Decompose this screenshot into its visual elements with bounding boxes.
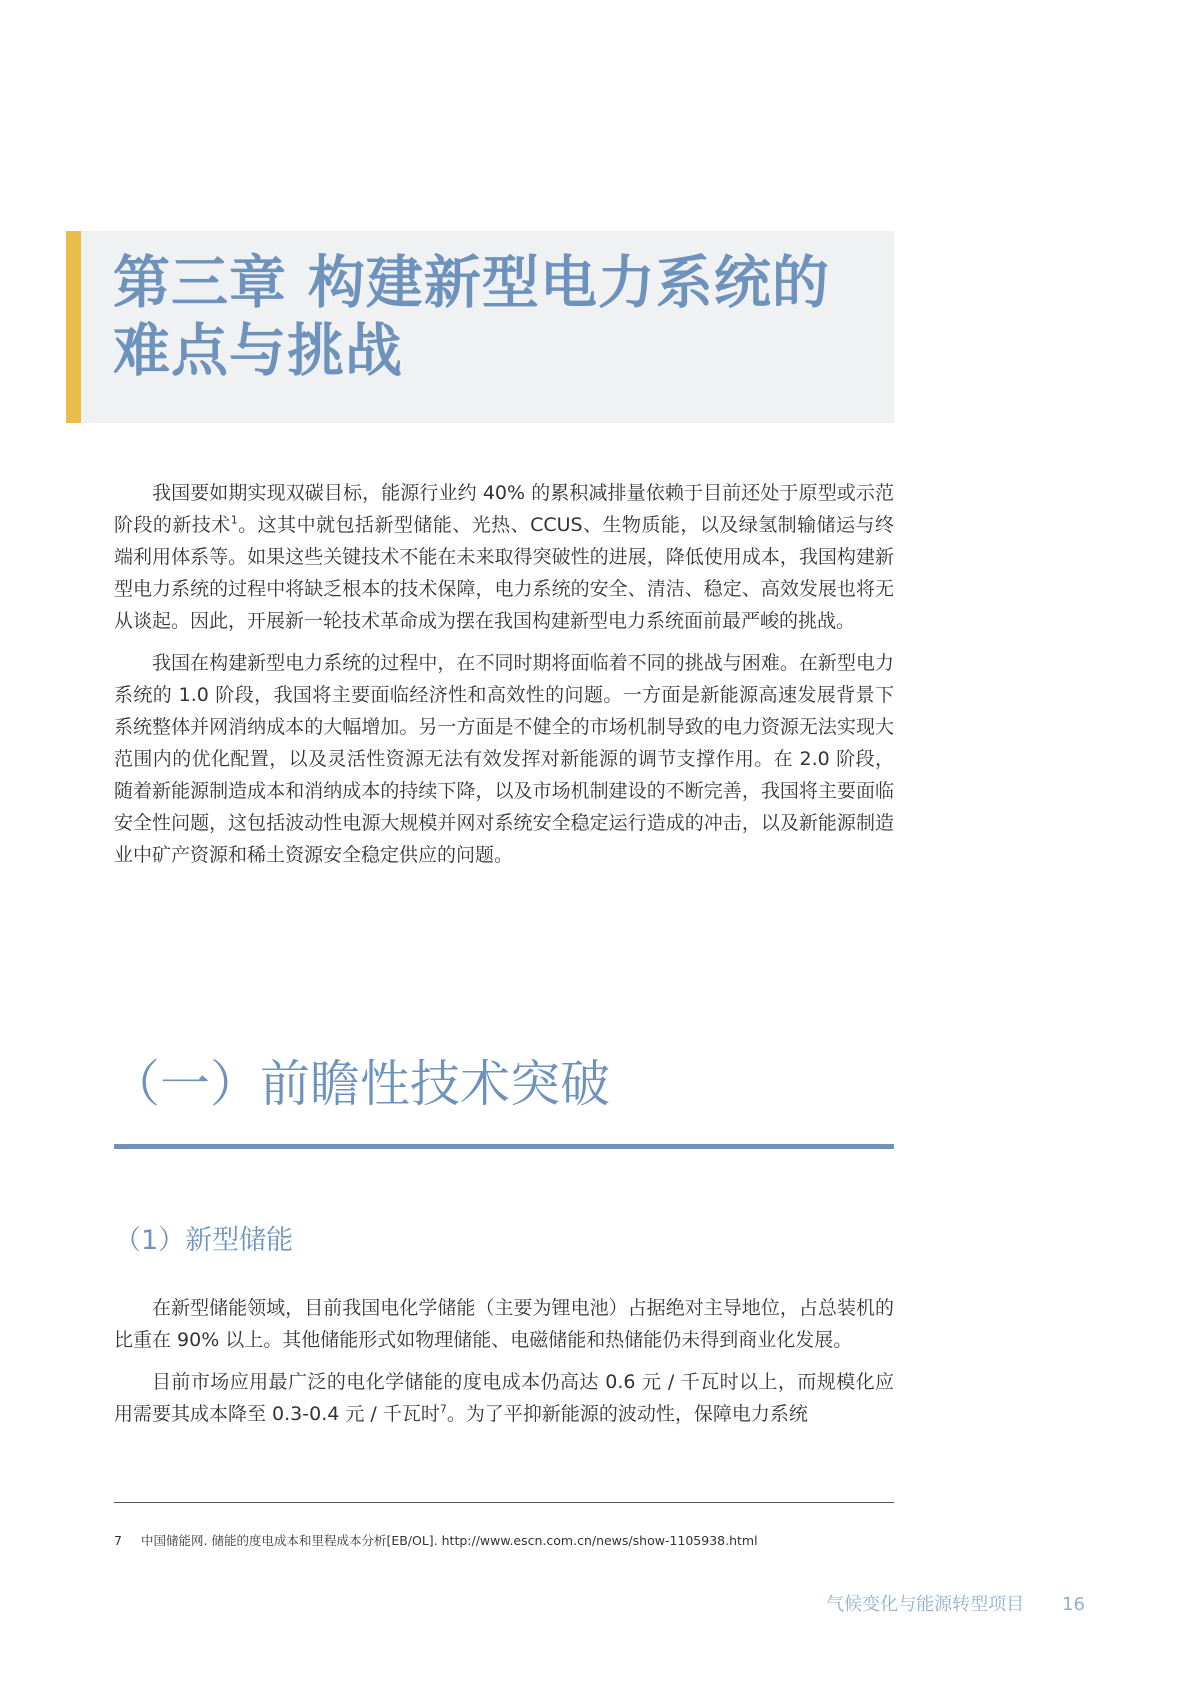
intro-text xyxy=(114,477,894,881)
chapter-title: 第三章 构建新型电力系统的难点与挑战 xyxy=(113,250,830,384)
subsection-title: （1）新型储能 xyxy=(114,1225,294,1256)
subsection-text xyxy=(114,1292,894,1440)
footnote-divider xyxy=(114,1502,894,1503)
chapter-accent-bar xyxy=(66,231,81,423)
section-divider xyxy=(114,1144,894,1149)
footnote-ref: 7 xyxy=(439,1402,447,1416)
chapter-heading-block xyxy=(66,231,894,423)
project-name: 气候变化与能源转型项目 xyxy=(826,1594,1025,1615)
paragraph: 我国要如期实现双碳目标，能源行业约 40% 的累积减排量依赖于目前还处于原型或示范阶段的新技术$^1$。这其中就包括新型储能、光热、CCUS、生物质能，以及绿氢制输储运与终端利用体系等。如果这些关键技术不能在未来取得突破性的进展，降低使用成本，我国构建新型电力系统的过程中将缺乏根本的技术保障，电力系统的安全、清洁、稳定、高效发展也将无从谈起。因此，开展新一轮技术革命成为摆在我国构建新型电力系统面前最严峻的挑战。 xyxy=(114,482,894,632)
paragraph: 目前市场应用最广泛的电化学储能的度电成本仍高达 0.6 元 / 千瓦时以上，而规模化应用需要其成本降至 0.3-0.4 元 / 千瓦时$^7$。为了平抑新能源的波动性，保障电力系统 xyxy=(114,1371,894,1425)
paragraph: 在新型储能领域，目前我国电化学储能（主要为锂电池）占据绝对主导地位，占总装机的比重在 90% 以上。其他储能形式如物理储能、电磁储能和热储能仍未得到商业化发展。 xyxy=(114,1297,894,1351)
footnote-text: 中国储能网. 储能的度电成本和里程成本分析[EB/OL]. http://www.escn.com.cn/news/show-1105938.html xyxy=(141,1533,758,1548)
page-number: 16 xyxy=(1062,1594,1085,1615)
section-title: （一）前瞻性技术突破 xyxy=(110,1055,610,1113)
footnote xyxy=(114,1532,894,1550)
footnote-number: 7 xyxy=(114,1533,122,1548)
paragraph: 我国在构建新型电力系统的过程中，在不同时期将面临着不同的挑战与困难。在新型电力系统的 1.0 阶段，我国将主要面临经济性和高效性的问题。一方面是新能源高速发展背景下系统整体并网消纳成本的大幅增加。另一方面是不健全的市场机制导致的电力资源无法实现大范围内的优化配置，以及灵活性资源无法有效发挥对新能源的调节支撑作用。在 2.0 阶段，随着新能源制造成本和消纳成本的持续下降，以及市场机制建设的不断完善，我国将主要面临安全性问题，这包括波动性电源大规模并网对系统安全稳定运行造成的冲击，以及新能源制造业中矿产资源和稀土资源安全稳定供应的问题。 xyxy=(114,652,894,866)
footnote-ref: 1 xyxy=(230,513,238,527)
page-footer xyxy=(826,1593,1085,1617)
